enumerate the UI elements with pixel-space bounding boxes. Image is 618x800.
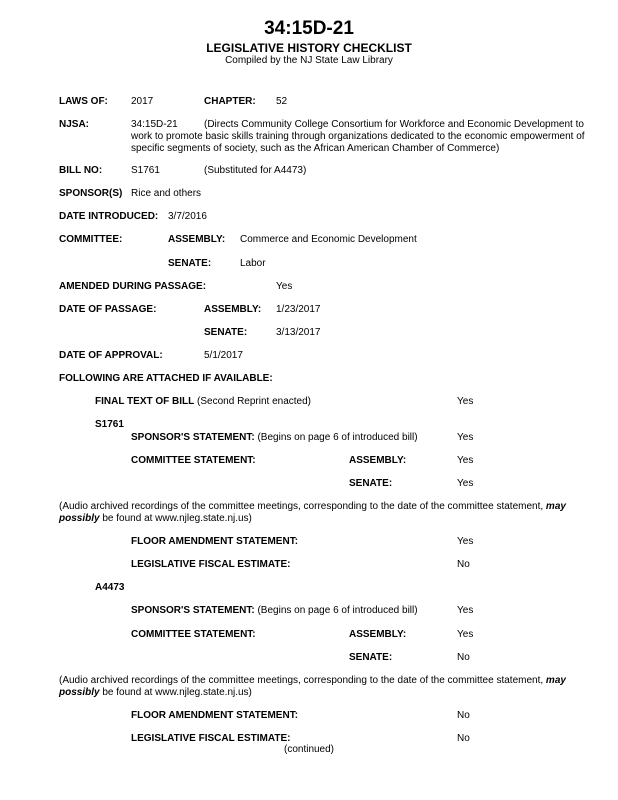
a4473-audio-note xyxy=(59,675,605,699)
a4473-audio-link-text: be found at www.njleg.state.nj.us) xyxy=(102,687,252,698)
compiled-by: Compiled by the NJ State Law Library xyxy=(225,55,393,66)
sponsor-label: SPONSOR(S) xyxy=(59,188,123,199)
final-text-label: FINAL TEXT OF BILL xyxy=(95,396,195,407)
date-introduced-label: DATE INTRODUCED: xyxy=(59,211,159,222)
chapter-label: CHAPTER: xyxy=(204,96,256,107)
a4473-floor-value: No xyxy=(457,710,470,721)
s1761-assembly-value: Yes xyxy=(457,455,474,466)
bill-substituted-note: (Substituted for A4473) xyxy=(204,165,307,176)
s1761-sponsor-value: Yes xyxy=(457,432,474,443)
s1761-heading: S1761 xyxy=(95,419,124,430)
final-text-value: Yes xyxy=(457,396,474,407)
njsa-description: (Directs Community College Consortium for Workforce and Economic Development to work to promote basic skills training through organizations dedicated to the economic empowerment of specific segments of society, such as the African American Chamber of Commerce) xyxy=(131,119,585,154)
a4473-fiscal-label: LEGISLATIVE FISCAL ESTIMATE: xyxy=(131,733,291,744)
njsa-label: NJSA: xyxy=(59,119,90,130)
committee-senate-label: SENATE: xyxy=(168,258,212,269)
a4473-sponsor-value: Yes xyxy=(457,605,474,616)
sponsor-value: Rice and others xyxy=(131,188,202,199)
final-text-row xyxy=(95,396,311,408)
a4473-assembly-value: Yes xyxy=(457,629,474,640)
bill-no-value: S1761 xyxy=(131,165,160,176)
s1761-senate-label: SENATE: xyxy=(349,478,393,489)
s1761-fiscal-value: No xyxy=(457,559,470,570)
s1761-sponsor-note: (Begins on page 6 of introduced bill) xyxy=(257,432,418,443)
s1761-sponsor-row xyxy=(131,432,418,444)
a4473-senate-value: No xyxy=(457,652,470,663)
a4473-sponsor-row xyxy=(131,605,418,617)
a4473-sponsor-note: (Begins on page 6 of introduced bill) xyxy=(257,605,418,616)
s1761-assembly-label: ASSEMBLY: xyxy=(349,455,407,466)
a4473-committee-label: COMMITTEE STATEMENT: xyxy=(131,629,256,640)
passage-senate-label: SENATE: xyxy=(204,327,248,338)
final-text-note: (Second Reprint enacted) xyxy=(197,396,312,407)
a4473-floor-label: FLOOR AMENDMENT STATEMENT: xyxy=(131,710,299,721)
chapter-value: 52 xyxy=(276,96,288,107)
bill-no-label: BILL NO: xyxy=(59,165,103,176)
committee-senate-value: Labor xyxy=(240,258,266,269)
approval-label: DATE OF APPROVAL: xyxy=(59,350,163,361)
attachments-heading: FOLLOWING ARE ATTACHED IF AVAILABLE: xyxy=(59,373,273,384)
a4473-sponsor-label: SPONSOR'S STATEMENT: xyxy=(131,605,255,616)
continued-note: (continued) xyxy=(283,744,335,755)
s1761-audio-text: (Audio archived recordings of the committee meetings, corresponding to the date of the committee statement, xyxy=(59,501,544,512)
committee-assembly-label: ASSEMBLY: xyxy=(168,234,226,245)
a4473-heading: A4473 xyxy=(95,582,125,593)
a4473-fiscal-value: No xyxy=(457,733,470,744)
s1761-senate-value: Yes xyxy=(457,478,474,489)
njsa-value: 34:15D-21 xyxy=(131,119,178,130)
date-introduced-value: 3/7/2016 xyxy=(168,211,207,222)
s1761-committee-label: COMMITTEE STATEMENT: xyxy=(131,455,256,466)
laws-of-value: 2017 xyxy=(131,96,154,107)
page-title: 34:15D-21 xyxy=(264,18,354,39)
s1761-audio-link-text: be found at www.njleg.state.nj.us) xyxy=(102,513,252,524)
committee-label: COMMITTEE: xyxy=(59,234,123,245)
a4473-audio-text: (Audio archived recordings of the committee meetings, corresponding to the date of the committee statement, xyxy=(59,675,544,686)
committee-assembly-value: Commerce and Economic Development xyxy=(240,234,417,245)
a4473-senate-label: SENATE: xyxy=(349,652,393,663)
s1761-audio-emphasis: may possibly xyxy=(59,501,566,524)
passage-assembly-value: 1/23/2017 xyxy=(276,304,321,315)
a4473-audio-emphasis: may possibly xyxy=(59,675,566,698)
passage-senate-value: 3/13/2017 xyxy=(276,327,321,338)
laws-of-label: LAWS OF: xyxy=(59,96,108,107)
s1761-audio-note xyxy=(59,501,605,525)
s1761-fiscal-label: LEGISLATIVE FISCAL ESTIMATE: xyxy=(131,559,291,570)
passage-label: DATE OF PASSAGE: xyxy=(59,304,157,315)
s1761-floor-value: Yes xyxy=(457,536,474,547)
s1761-sponsor-label: SPONSOR'S STATEMENT: xyxy=(131,432,255,443)
s1761-floor-label: FLOOR AMENDMENT STATEMENT: xyxy=(131,536,299,547)
passage-assembly-label: ASSEMBLY: xyxy=(204,304,262,315)
amended-label: AMENDED DURING PASSAGE: xyxy=(59,281,207,292)
a4473-assembly-label: ASSEMBLY: xyxy=(349,629,407,640)
page-subtitle: LEGISLATIVE HISTORY CHECKLIST xyxy=(206,41,412,55)
approval-value: 5/1/2017 xyxy=(204,350,243,361)
amended-value: Yes xyxy=(276,281,293,292)
